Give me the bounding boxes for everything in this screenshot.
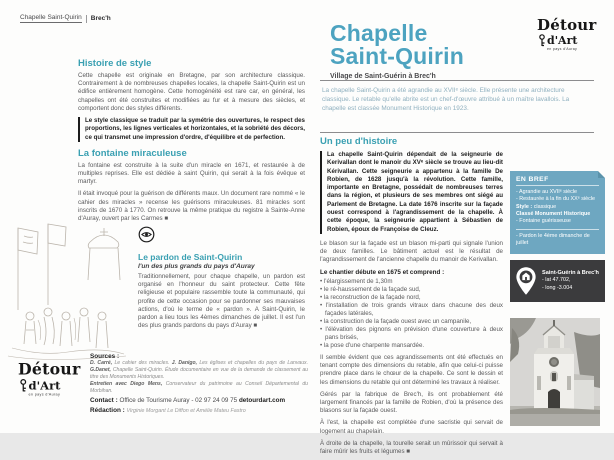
- en-bref-heading: EN BREF: [516, 176, 599, 186]
- sacristie-paragraph: À l'est, la chapelle est complétée d'une sacristie qui servait de logement au chapelain.: [320, 419, 503, 435]
- fontaine-paragraph-2: Il était invoqué pour la guérison de différents maux. Un document rare nommé « le cahier des miracles » recense les guérisons miraculeuses. 81 miracles sont inscrits de 1670 à 1770. On retrouve la même pratique du registre à Sainte-Anne d'Auray, ouvert par les Carmes ■: [78, 190, 305, 222]
- contact-website-link[interactable]: detourdart.com: [238, 397, 286, 405]
- detourdart-logo: [537, 18, 597, 52]
- redaction-text: Virginie Morgant Le Diffon et Amélie Mateu Fastro: [126, 408, 246, 415]
- eye-icon: [138, 226, 155, 243]
- page-title-line2: Saint-Quirin: [330, 43, 465, 70]
- seigneurie-callout-text: La chapelle Saint-Quirin dépendait de la seigneurie de Kerivallan dont le manoir du XVᵉ siècle se trouve au lieu-dit Kérivallan. Cette seigneurie a appartenu à la famille De Robien, de 1628 jusqu'à la révolution. Cette famille, importante en Bretagne, possédait de nombreuses terres dans la région, et plusieurs de ses membres ont siégé au Parlement de Bretagne. La date 1676 inscrite sur la façade ouest correspond à l'agrandissement de la chapelle. À cette époque, la seigneurie appartient à Sébastien de Robien, époux de Françoise de Cleuz.: [327, 151, 503, 233]
- location-latitude: - lat 47.702,: [542, 277, 571, 284]
- page-title-line1: Chapelle: [330, 20, 428, 46]
- horizontal-rule-mid: [320, 132, 594, 133]
- list-item: • la reconstruction de la façade nord,: [320, 294, 503, 302]
- horizontal-rule-top: [320, 80, 594, 81]
- sources-label: Sources :: [90, 353, 120, 360]
- list-item: • le ré-haussement de la façade sud,: [320, 286, 503, 294]
- retable-paragraph: Il semble évident que ces agrandissements ont été effectués en tenant compte des dimensions du retable, afin que celui-ci puisse prendre place dans le chœur de la chapelle. Ce sont le dessin et les dimensions du retable qui ont déterminé les travaux à réaliser.: [320, 354, 503, 386]
- header-divider: [86, 15, 87, 23]
- chantier-list: [320, 278, 503, 351]
- list-item: • l'élargissement de 1,30m: [320, 278, 503, 286]
- section-heading-histoire: Un peu d'histoire: [320, 136, 398, 147]
- list-item: • la pose d'une charpente mansardée.: [320, 342, 503, 350]
- detourdart-logo: [18, 359, 81, 397]
- seigneurie-callout: [320, 151, 503, 234]
- contact-label: Contact :: [90, 397, 118, 405]
- list-item: • l'élévation des pignons en prévision d'une couverture à deux pans brisés,: [320, 326, 503, 342]
- en-bref-pardon: - Pardon le 4ème dimanche de juillet: [516, 232, 590, 247]
- credits-block: [90, 353, 308, 414]
- contact-line: [90, 397, 308, 404]
- logo-name-line1: Détour: [537, 16, 597, 34]
- section-heading-histoire-de-style: Histoire de style: [78, 58, 152, 69]
- sources-text: D. Carré, Le cahier des miracles. J. Danigo, Les églises et chapelles du pays de Lanvaux. G.Danet, Chapelle Saint-Quirin. Étude documentaire en vue de la demande de classement au titre des Monuments Historiques.: [90, 360, 309, 380]
- style-value: classique: [533, 203, 557, 210]
- map-pin-icon: [515, 266, 537, 296]
- chantier-heading: Le chantier débute en 1675 et comprend :: [320, 268, 445, 276]
- en-bref-item: - Agrandie au XVIIᵉ siècle: [516, 189, 578, 195]
- right-main-column: [320, 136, 503, 460]
- en-bref-classement: Classé Monument Historique: [516, 210, 591, 217]
- list-item: • l'installation de trois grands vitraux dans chacune des deux façades latérales,: [320, 302, 503, 318]
- logo-name-line2: d'Art: [539, 34, 597, 47]
- fabrique-paragraph: Gérés par la fabrique de Brec'h, ils ont probablement été largement financés par la famille de Robien, d'où la présence des blasons sur la façade ouest.: [320, 390, 503, 415]
- pardon-column: [138, 226, 305, 334]
- left-page-header: [20, 14, 111, 23]
- chapel-photo: [510, 318, 600, 426]
- tourelle-paragraph: À droite de la chapelle, la tourelle serait un mûrissoir qui servait à faire mûrir les fruits et légumes ■: [320, 439, 503, 455]
- contact-text: Office de Tourisme Auray - 02 97 24 09 75: [119, 397, 238, 405]
- list-item: • la construction de la façade ouest avec un campanile,: [320, 318, 503, 326]
- location-longitude: - long -3.004: [542, 284, 573, 291]
- logo-tagline: en pays d'Auray: [547, 47, 578, 51]
- section-heading-pardon: Le pardon de Saint-Quirin: [138, 252, 243, 262]
- page-title: [330, 22, 464, 80]
- header-chapel-name: Chapelle Saint-Quirin: [20, 14, 82, 21]
- en-bref-item: - Fontaine guérisseuse: [516, 218, 571, 225]
- location-name: Saint-Guérin à Brec'h: [542, 269, 599, 276]
- page-subtitle: Village de Saint-Guérin à Brec'h: [330, 72, 436, 80]
- en-bref-box: [510, 171, 605, 254]
- redaction-label: Rédaction :: [90, 407, 125, 415]
- logo-name-line2: d'Art: [20, 379, 80, 393]
- pardon-paragraph: Traditionnellement, pour chaque chapelle, un pardon est organisé en l'honneur du saint protecteur. Cette fête religieuse et populaire rassemble toute la communauté, qui profite de cette occasion pour se pardonner ses mauvaises actions, d'où le terme de « pardon ». A Saint-Quirin, le pardon a lieu tous les 4èmes dimanches de juillet. Il est l'un des plus grands pardons du pays d'Auray ■: [138, 273, 305, 330]
- intro-paragraph: La chapelle Saint-Quirin a été agrandie au XVIIᵉ siècle. Elle présente une architecture classique. Le retable qu'elle abrite est un chef-d'œuvre attribué à un maître lavallois. La chapelle est classée Monument Historique en 1923.: [322, 87, 570, 113]
- pardon-procession-sketch: [4, 220, 132, 368]
- en-bref-divider: [516, 229, 599, 230]
- section-heading-fontaine: La fontaine miraculeuse: [78, 147, 187, 159]
- pardon-subtitle: l'un des plus grands du pays d'Auray: [138, 263, 255, 270]
- logo-name-line1: Détour: [18, 359, 81, 379]
- sources-interview: Entretien avec Diego Mens, Conservateur du patrimoine au Conseil Départemental du Morbihan.: [90, 380, 308, 394]
- location-text: [542, 270, 599, 293]
- en-bref-style-line: [516, 204, 599, 211]
- style-classique-callout-text: Le style classique se traduit par la symétrie des ouvertures, le respect des proportions, les lignes verticales et horizontales, et la sobriété des décors, ce qui transmet une impression d'ordre, d'équilibre et de perfection.: [85, 116, 305, 141]
- en-bref-item: - Restaurée à la fin du XXᵉ siècle: [516, 196, 596, 203]
- left-main-column: [78, 58, 305, 227]
- key-icon: [539, 34, 545, 47]
- key-icon: [20, 379, 26, 393]
- fontaine-paragraph-1: La fontaine est construite à la suite d'un miracle en 1671, et restaurée à de multiples reprises. Elle est dédiée à saint Quirin, qui serait à la fois évêque et martyr.: [78, 161, 305, 186]
- style-classique-callout: [78, 117, 305, 142]
- logo-tagline: en pays d'Auray: [28, 392, 61, 397]
- header-location: Brec'h: [90, 15, 111, 22]
- blason-paragraph: Le blason sur la façade est un blason mi-parti qui signale l'union de deux familles. Le bâtiment actuel est le résultat de l'agrandissement de l'ancienne chapelle du manoir de Kerivallan.: [320, 239, 503, 264]
- location-box: [510, 260, 605, 302]
- histoire-de-style-paragraph: Cette chapelle est originale en Bretagne, par son architecture classique. Contrairement à de nombreuses chapelles locales, la chapelle Saint-Quirin est un édifice entièrement homogène. Cette homogénéité est rare car, en général, les chapelles ont été construites et modifiées au fur et à mesure des siècles, et comportent donc des styles différents.: [78, 72, 305, 112]
- redaction-line: [90, 407, 308, 414]
- style-label: Style :: [516, 203, 533, 210]
